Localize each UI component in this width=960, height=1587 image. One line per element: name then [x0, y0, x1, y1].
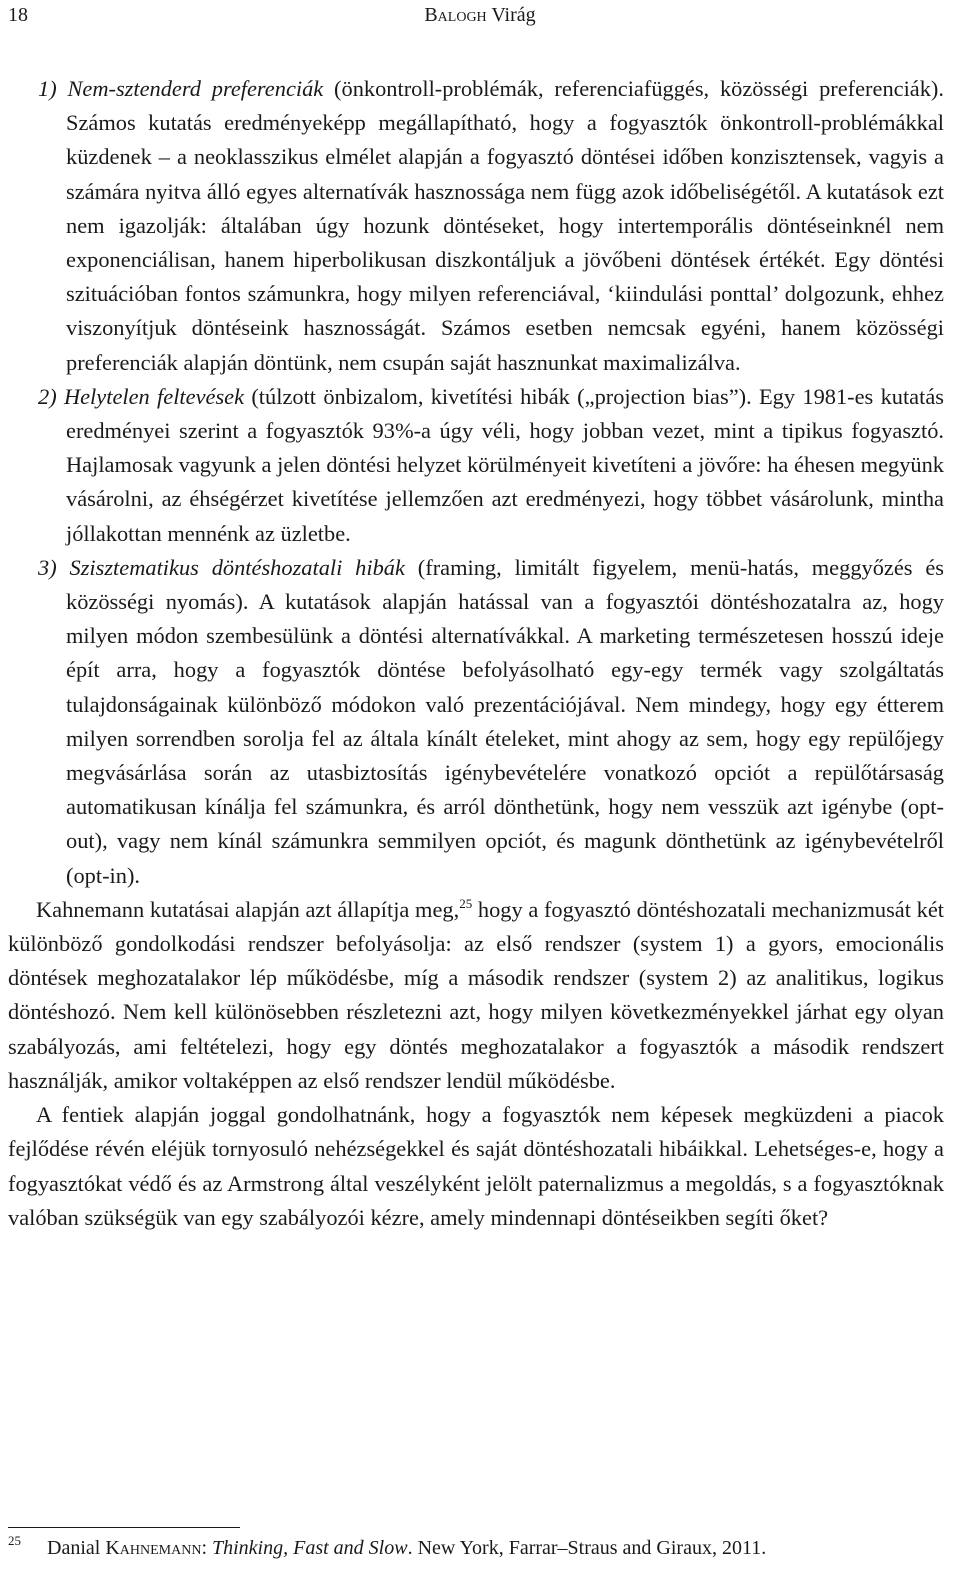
footnote-author-first: Danial	[47, 1537, 106, 1559]
footnote-author-surname: ahnemann	[119, 1537, 202, 1559]
paragraph-kahnemann	[8, 893, 944, 1098]
list-item-1-label: 1) Nem-sztenderd preferenciák	[38, 76, 324, 101]
paragraph-conclusion: A fentiek alapján joggal gondolhatnánk, hogy a fogyasztók nem képesek megküzdeni a piacok fejlődése révén eléjük tornyosuló nehézségekkel és saját döntéshozatali hibáikkal. Lehetséges-e, hogy a fogyasztókat védő és az Armstrong által veszélyként jelölt paternalizmus a megoldás, s a fogyasztóknak valóban szükségük van egy szabályozói kézre, amely mindennapi döntéseikben segíti őket?	[8, 1102, 944, 1230]
footnote-reference[interactable]: 25	[459, 895, 473, 911]
list-item-3	[38, 551, 944, 893]
page-number: 18	[8, 4, 28, 26]
paragraph-kahnemann-before: Kahnemann kutatásai alapján azt állapítja meg,	[36, 896, 460, 922]
footnote-author-initial: K	[105, 1537, 120, 1559]
list-item-1-text: (önkontroll-problémák, referenciafüggés, közösségi preferenciák). Számos kutatás eredményeképp megállapítható, hogy a fogyasztók önkontroll-problémákkal küzdenek – a neoklasszikus elmélet alapján a fogyasztó döntései időben konzisztensek, vagyis a számára nyitva álló egyes alternatívák hasznossága nem függ azok időbeliségétől. A kutatások ezt nem igazolják: általában úgy hozunk döntéseket, hogy intertemporális döntéseinknél nem exponenciálisan, hanem hiperbolikusan diszkontáljuk a jövőbeni döntések értékét. Egy döntési szituációban fontos számunkra, hogy milyen referenciával, ‘kiindulási ponttal’ dolgozunk, ehhez viszonyítjuk döntéseink hasznosságát. Számos esetben nemcsak egyéni, hanem közösségi preferenciák alapján döntünk, nem csupán saját hasznunkat maximalizálva.	[66, 76, 944, 375]
list-item-3-label: 3) Szisztematikus döntéshozatali hibák	[38, 554, 405, 580]
running-head-given-name: Virág	[491, 4, 536, 26]
footnote-title: Thinking, Fast and Slow	[212, 1537, 408, 1559]
running-head-initial: B	[424, 4, 438, 26]
body-text	[8, 72, 944, 1235]
list-item-2-label: 2) Helytelen feltevések	[38, 383, 245, 409]
footnote-publisher: . New York, Farrar–Straus and Giraux, 2011.	[407, 1537, 767, 1559]
running-head	[0, 4, 960, 27]
footnote-separator: :	[201, 1537, 212, 1559]
running-head-surname: alogh	[437, 4, 487, 26]
list-item-3-text: (framing, limitált figyelem, menü-hatás, meggyőzés és közösségi nyomás). A kutatások alapján hatással van a fogyasztói döntéshozatalra az, hogy milyen módon szembesülünk a döntési alternatívákkal. A marketing természetesen hosszú ideje épít arra, hogy a fogyasztók döntése befolyásolható egy-egy termék vagy szolgáltatás tulajdonságainak különböző módokon való prezentációjával. Nem mindegy, hogy egy étterem milyen sorrendben sorolja fel az általa kínált ételeket, mint ahogy az sem, hogy egy repülőjegy megvásárlása során az utasbiztosítás igénybevételére vonatkozó opciót a repülőtársaság automatikusan kínálja fel számunkra, és arról dönthetünk, hogy nem vesszük azt igénybe (opt-out), vagy nem kínál számunkra semmilyen opciót, és magunk dönthetünk az igénybevételről (opt-in).	[66, 554, 944, 888]
footnote	[8, 1534, 948, 1562]
list-item-2-text: (túlzott önbizalom, kivetítési hibák („projection bias”). Egy 1981-es kutatás eredményei szerint a fogyasztók 93%-a úgy véli, hogy jobban vezet, mint a tipikus fogyasztó. Hajlamosak vagyunk a jelen döntési helyzet körülményeit kivetíteni a jövőre: ha éhesen megyünk vásárolni, az éhségérzet kivetítése jellemzően azt eredményezi, hogy többet vásárolunk, mintha jóllakottan mennénk az üzletbe.	[66, 383, 944, 546]
paragraph-kahnemann-after: hogy a fogyasztó döntéshozatali mechanizmusát két különböző gondolkodási rendszer befolyásolja: az első rendszer (system 1) a gyors, emocionális döntések meghozatalakor lép működésbe, míg a második rendszer (system 2) az analitikus, logikus döntéshozó. Nem kell különösebben részletezni azt, hogy milyen következményekkel járhat egy olyan szabályozás, ami feltételezi, hogy egy döntés meghozatalakor a fogyasztók a második rendszert használják, amikor voltaképpen az első rendszer lendül működésbe.	[8, 896, 944, 1093]
footnote-divider	[8, 1527, 240, 1528]
list-item-1	[38, 72, 944, 380]
list-item-2	[38, 380, 944, 551]
footnote-number: 25	[8, 1533, 21, 1548]
page-header	[0, 4, 960, 34]
